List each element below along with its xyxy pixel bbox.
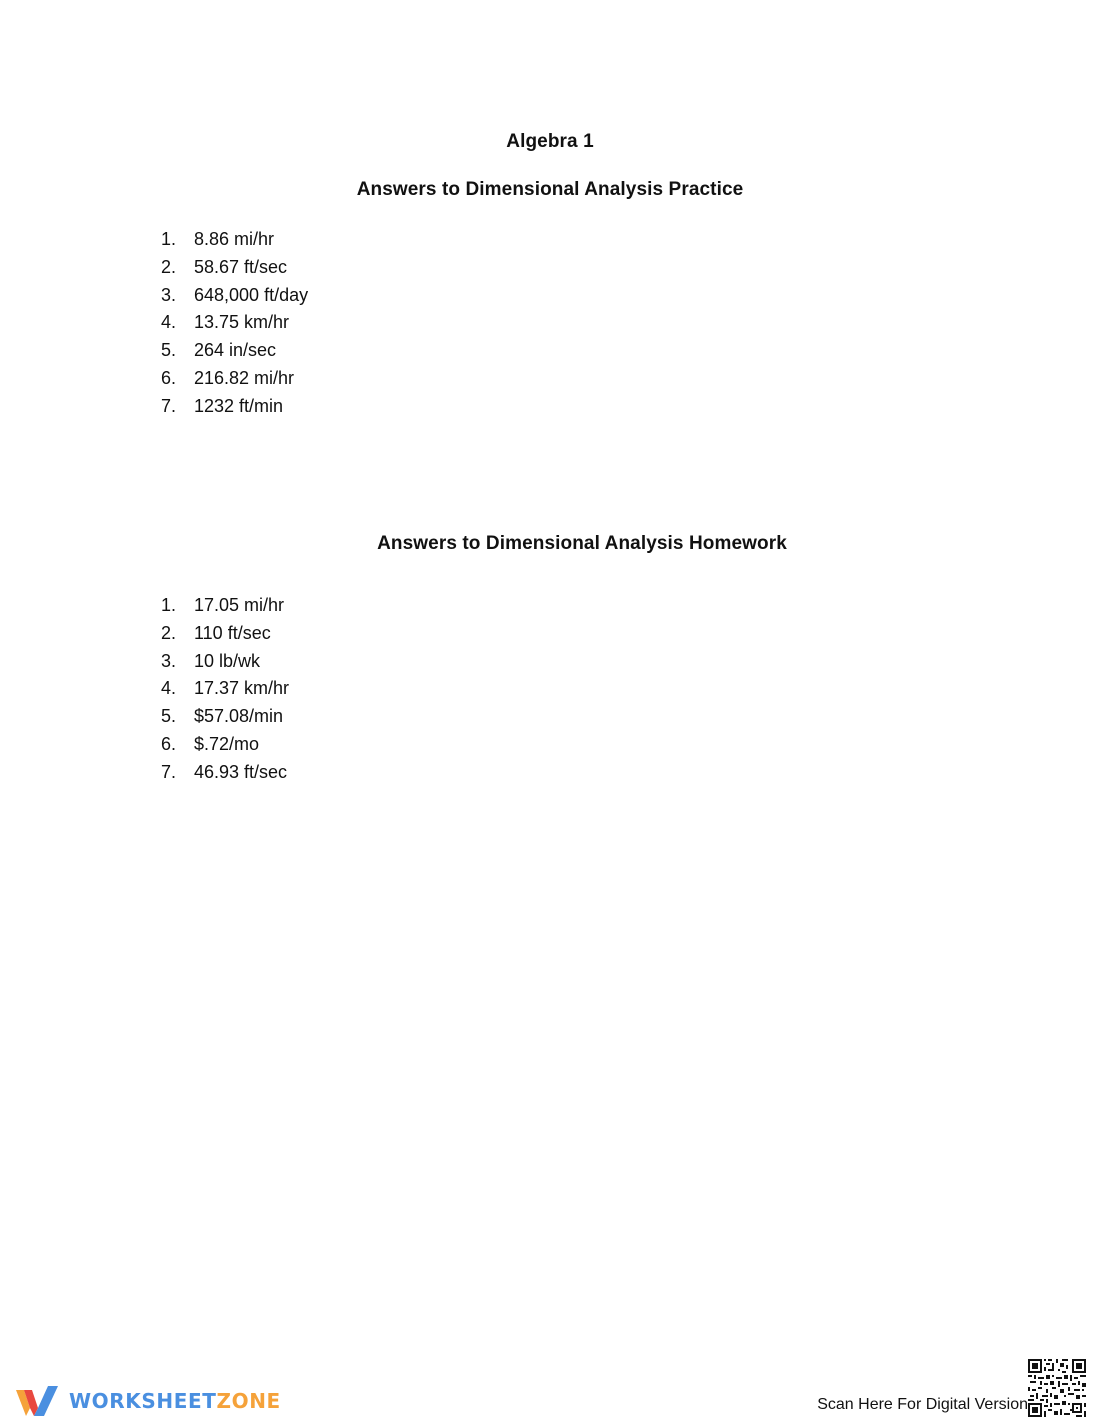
answer-text: 110 ft/sec — [194, 622, 271, 643]
homework-heading: Answers to Dimensional Analysis Homework — [377, 533, 787, 554]
answer-item — [161, 675, 289, 703]
answer-item — [161, 393, 308, 421]
worksheetzone-logo-icon — [14, 1384, 60, 1418]
answer-text: 8.86 mi/hr — [194, 229, 275, 249]
answer-text: $57.08/min — [194, 706, 284, 727]
answer-number: 1. — [161, 229, 177, 249]
answer-text: 1232 ft/min — [194, 395, 284, 416]
answer-text: 648,000 ft/day — [194, 284, 309, 305]
brand-name-part2: ZONE — [216, 1389, 281, 1413]
qr-code-icon[interactable] — [1028, 1359, 1086, 1417]
answer-number: 4. — [161, 678, 177, 699]
homework-answer-list — [161, 592, 289, 787]
answer-item — [161, 309, 308, 337]
answer-item — [161, 759, 289, 787]
answer-item — [161, 226, 308, 254]
answer-item — [161, 703, 289, 731]
answer-item — [161, 337, 308, 365]
answer-item — [161, 365, 308, 393]
answer-number: 6. — [161, 367, 177, 388]
answer-text: 10 lb/wk — [194, 650, 261, 671]
answer-number: 1. — [161, 595, 177, 615]
answer-item — [161, 592, 289, 620]
answer-text: 58.67 ft/sec — [194, 256, 288, 277]
scan-label: Scan Here For Digital Version — [817, 1396, 1028, 1413]
answer-number: 6. — [161, 733, 177, 754]
answer-item — [161, 254, 308, 282]
answer-text: 216.82 mi/hr — [194, 367, 295, 388]
answer-item — [161, 648, 289, 676]
answer-text: 264 in/sec — [194, 340, 277, 361]
answer-number: 2. — [161, 622, 177, 643]
answer-number: 4. — [161, 312, 177, 333]
answer-text: 13.75 km/hr — [194, 312, 290, 333]
practice-answer-list — [161, 226, 308, 421]
answer-number: 3. — [161, 284, 177, 305]
answer-number: 3. — [161, 650, 177, 671]
answer-item — [161, 731, 289, 759]
answer-text: 17.37 km/hr — [194, 678, 290, 699]
answer-text: 46.93 ft/sec — [194, 761, 288, 782]
answer-item — [161, 282, 308, 310]
brand-name-part1: WORKSHEET — [69, 1389, 217, 1413]
answer-number: 2. — [161, 256, 177, 277]
practice-heading: Answers to Dimensional Analysis Practice — [356, 179, 744, 200]
answer-text: 17.05 mi/hr — [194, 595, 285, 615]
answer-text: $.72/mo — [194, 733, 260, 754]
answer-number: 5. — [161, 340, 177, 361]
page-title: Algebra 1 — [506, 131, 594, 152]
brand-name — [69, 1389, 281, 1413]
answer-item — [161, 620, 289, 648]
answer-number: 7. — [161, 395, 177, 416]
answer-number: 5. — [161, 706, 177, 727]
worksheetzone-brand[interactable] — [14, 1383, 281, 1419]
answer-number: 7. — [161, 761, 177, 782]
